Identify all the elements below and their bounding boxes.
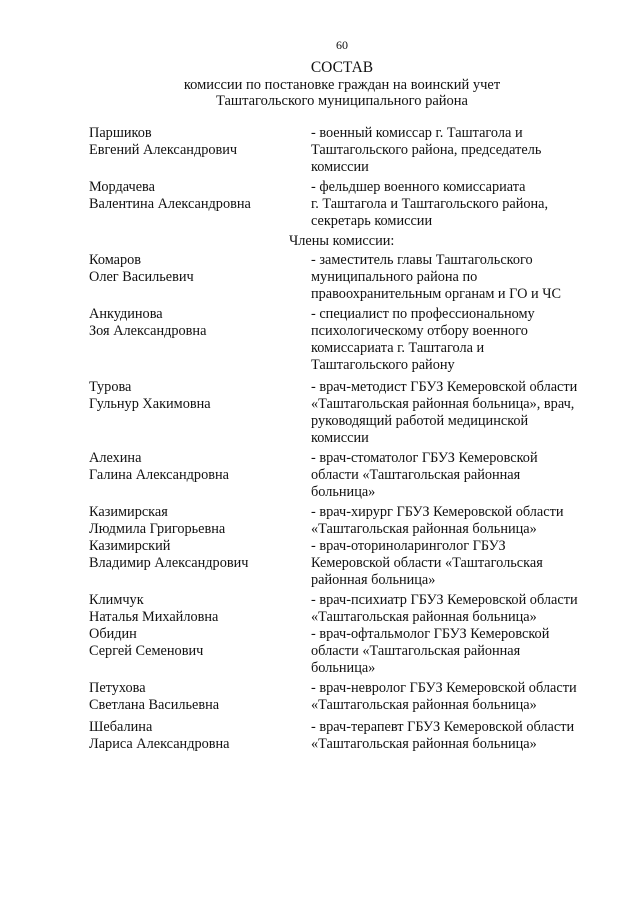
- roster-entry-member: [89, 504, 609, 538]
- role-line: Таштагольского района, председатель: [311, 142, 542, 158]
- role-line: - врач-хирург ГБУЗ Кемеровской области: [311, 504, 564, 520]
- role-line: комиссии: [311, 159, 369, 175]
- given-names: Зоя Александровна: [89, 323, 207, 339]
- role-line: - врач-невролог ГБУЗ Кемеровской области: [311, 680, 577, 696]
- person-role: [311, 592, 601, 626]
- roster-entry-member: [89, 306, 609, 374]
- role-line: «Таштагольская районная больница»: [311, 697, 537, 713]
- given-names: Олег Васильевич: [89, 269, 194, 285]
- role-line: больница»: [311, 660, 376, 676]
- role-line: секретарь комиссии: [311, 213, 433, 229]
- role-line: комиссариата г. Таштагола и: [311, 340, 485, 356]
- role-line: - фельдшер военного комиссариата: [311, 179, 526, 195]
- person-role: [311, 680, 601, 714]
- role-line: области «Таштагольская районная: [311, 467, 521, 483]
- person-role: [311, 252, 601, 303]
- role-line: - врач-стоматолог ГБУЗ Кемеровской: [311, 450, 538, 466]
- role-line: муниципального района по: [311, 269, 478, 285]
- roster-entry-member: [89, 592, 609, 626]
- person-role: [311, 719, 601, 753]
- surname: Обидин: [89, 626, 137, 642]
- given-names: Наталья Михайловна: [89, 609, 219, 625]
- surname: Казимирская: [89, 504, 168, 520]
- given-names: Евгений Александрович: [89, 142, 238, 158]
- given-names: Галина Александровна: [89, 467, 229, 483]
- given-names: Владимир Александрович: [89, 555, 249, 571]
- role-line: руководящий работой медицинской: [311, 413, 529, 429]
- person-role: [311, 125, 601, 176]
- role-line: - врач-оториноларинголог ГБУЗ: [311, 538, 506, 554]
- roster-entry-secretary: [89, 179, 609, 230]
- person-role: [311, 626, 601, 677]
- role-line: районная больница»: [311, 572, 436, 588]
- surname: Турова: [89, 379, 132, 395]
- role-line: - врач-методист ГБУЗ Кемеровской области: [311, 379, 578, 395]
- given-names: Людмила Григорьевна: [89, 521, 226, 537]
- roster-entry-member: [89, 626, 609, 677]
- person-name: [89, 719, 311, 753]
- title-line-3: Таштагольского муниципального района: [216, 93, 468, 109]
- document-title: [0, 59, 640, 109]
- roster-entry-member: [89, 379, 609, 447]
- person-role: [311, 538, 601, 589]
- role-line: области «Таштагольская районная: [311, 643, 521, 659]
- given-names: Светлана Васильевна: [89, 697, 220, 713]
- roster-entry-chair: [89, 125, 609, 176]
- given-names: Гульнур Хакимовна: [89, 396, 211, 412]
- person-name: [89, 626, 311, 677]
- surname: Шебалина: [89, 719, 153, 735]
- role-line: - военный комиссар г. Таштагола и: [311, 125, 523, 141]
- role-line: «Таштагольская районная больница»: [311, 736, 537, 752]
- roster-entry-member: [89, 680, 609, 714]
- role-line: - специалист по профессиональному: [311, 306, 535, 322]
- person-role: [311, 450, 601, 501]
- person-name: [89, 125, 311, 176]
- page-number: 60: [336, 38, 348, 52]
- person-name: [89, 592, 311, 626]
- person-role: [311, 504, 601, 538]
- person-name: [89, 538, 311, 589]
- person-name: [89, 306, 311, 374]
- role-line: Кемеровской области «Таштагольская: [311, 555, 543, 571]
- surname: Климчук: [89, 592, 144, 608]
- title-main: СОСТАВ: [310, 59, 374, 76]
- surname: Паршиков: [89, 125, 152, 141]
- role-line: г. Таштагола и Таштагольского района,: [311, 196, 549, 212]
- role-line: - заместитель главы Таштагольского: [311, 252, 533, 268]
- person-role: [311, 306, 601, 374]
- person-name: [89, 450, 311, 501]
- given-names: Лариса Александровна: [89, 736, 230, 752]
- role-line: больница»: [311, 484, 376, 500]
- roster-entry-member: [89, 538, 609, 589]
- roster-entry-member: [89, 719, 609, 753]
- person-role: [311, 179, 601, 230]
- given-names: Сергей Семенович: [89, 643, 204, 659]
- surname: Анкудинова: [89, 306, 163, 322]
- person-name: [89, 680, 311, 714]
- roster-entry-member: [89, 450, 609, 501]
- role-line: правоохранительным органам и ГО и ЧС: [311, 286, 562, 302]
- person-role: [311, 379, 601, 447]
- person-name: [89, 379, 311, 447]
- role-line: «Таштагольская районная больница», врач,: [311, 396, 575, 412]
- members-heading: Члены комиссии:: [289, 233, 395, 249]
- person-name: [89, 252, 311, 303]
- roster-entry-member: [89, 252, 609, 303]
- surname: Казимирский: [89, 538, 171, 554]
- title-line-2: комиссии по постановке граждан на воинский учет: [183, 77, 501, 93]
- surname: Мордачева: [89, 179, 155, 195]
- surname: Петухова: [89, 680, 146, 696]
- role-line: - врач-терапевт ГБУЗ Кемеровской области: [311, 719, 575, 735]
- role-line: психологическому отбору военного: [311, 323, 528, 339]
- role-line: - врач-психиатр ГБУЗ Кемеровской области: [311, 592, 578, 608]
- commission-roster: [89, 125, 609, 753]
- person-name: [89, 179, 311, 230]
- person-name: [89, 504, 311, 538]
- role-line: «Таштагольская районная больница»: [311, 609, 537, 625]
- role-line: - врач-офтальмолог ГБУЗ Кемеровской: [311, 626, 550, 642]
- surname: Комаров: [89, 252, 142, 268]
- role-line: «Таштагольская районная больница»: [311, 521, 537, 537]
- given-names: Валентина Александровна: [89, 196, 251, 212]
- role-line: комиссии: [311, 430, 369, 446]
- surname: Алехина: [89, 450, 142, 466]
- role-line: Таштагольского району: [311, 357, 455, 373]
